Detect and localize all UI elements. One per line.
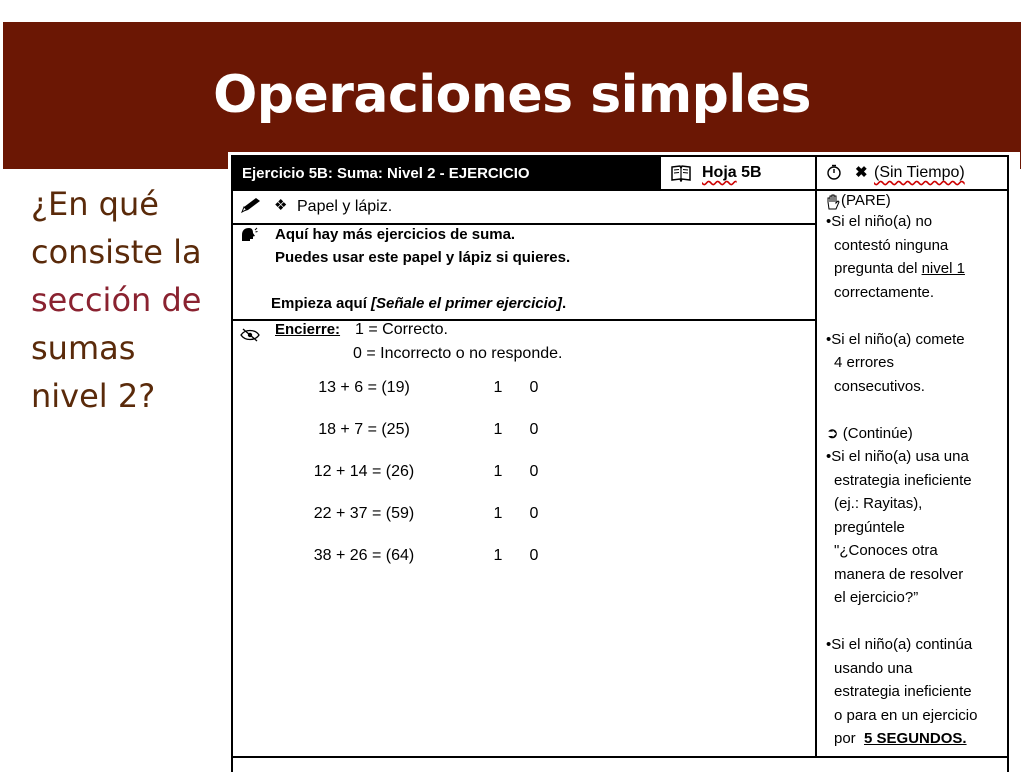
crossed-eye-icon xyxy=(240,328,260,342)
slide-question xyxy=(31,180,226,420)
pencil-icon xyxy=(240,196,262,214)
rule-text: •Si el niño(a) no xyxy=(826,213,933,230)
question-line: sección de xyxy=(31,281,202,319)
problem-equation: 13 + 6 = (19) xyxy=(318,379,410,396)
materials-text: Papel y lápiz. xyxy=(297,198,393,215)
rule-text: •Si el niño(a) usa una xyxy=(826,448,969,465)
rule-text: o para en un ejercicio xyxy=(834,706,978,724)
sheet-label: Hoja 5B xyxy=(702,164,762,181)
rule-text: •Si el niño(a) comete xyxy=(826,330,965,348)
score-incorrect-option[interactable]: 0 xyxy=(529,379,539,396)
instruction-line-2: Puedes usar este papel y lápiz si quieres. xyxy=(275,249,571,266)
rule-text: contestó ninguna xyxy=(834,236,949,254)
continue-arrow-icon: ➲ xyxy=(826,424,839,442)
score-incorrect-option[interactable]: 0 xyxy=(529,547,539,564)
problem-equation: 18 + 7 = (25) xyxy=(318,421,410,438)
problem-row xyxy=(288,461,552,483)
problem-row xyxy=(288,419,552,441)
materials-bullet-icon: ❖ xyxy=(274,197,288,214)
no-time-icon: ✖ xyxy=(855,164,868,181)
speaking-head-icon xyxy=(240,227,258,243)
score-correct-option[interactable]: 1 xyxy=(493,505,503,522)
rule-text: 4 errores xyxy=(834,354,895,371)
score-incorrect-option[interactable]: 0 xyxy=(529,421,539,438)
rule-text: pregunta del nivel 1 xyxy=(834,260,965,277)
instruction-line-1: Aquí hay más ejercicios de suma. xyxy=(275,226,516,243)
question-line: nivel 2? xyxy=(31,377,156,415)
instruction-start: Empieza aquí [Señale el primer ejercicio]. xyxy=(271,295,567,312)
stop-label: (PARE) xyxy=(841,192,891,209)
score-correct-option[interactable]: 1 xyxy=(493,379,503,396)
rule-text: correctamente. xyxy=(834,283,935,301)
rules-panel xyxy=(826,210,1016,774)
rule-text: consecutivos. xyxy=(834,377,925,395)
rule-text: (ej.: Rayitas), xyxy=(834,495,923,512)
scoring-incorrect: 0 = Incorrecto o no responde. xyxy=(353,345,563,362)
rule-text: por 5 SEGUNDOS. xyxy=(834,730,967,747)
stopwatch-icon xyxy=(826,164,842,180)
rule-text: el ejercicio?” xyxy=(834,589,919,606)
no-time-label: (Sin Tiempo) xyxy=(874,164,965,181)
exercise-sheet xyxy=(228,152,1020,772)
raised-hand-icon xyxy=(826,194,840,210)
problem-row xyxy=(288,377,552,399)
question-line: consiste la xyxy=(31,233,202,271)
score-incorrect-option[interactable]: 0 xyxy=(529,505,539,522)
table-border-left xyxy=(231,155,233,772)
rule-text: usando una xyxy=(834,659,913,677)
score-incorrect-option[interactable]: 0 xyxy=(529,463,539,480)
rule-text: "¿Conoces otra xyxy=(834,542,938,559)
question-line: sumas xyxy=(31,329,136,367)
table-divider-vertical xyxy=(815,155,817,758)
rule-text: pregúntele xyxy=(834,518,905,536)
question-line: ¿En qué xyxy=(31,185,159,223)
rule-text: estrategia ineficiente xyxy=(834,683,972,700)
rule-text: •Si el niño(a) continúa xyxy=(826,636,973,653)
problem-equation: 12 + 14 = (26) xyxy=(313,463,415,480)
problem-equation: 38 + 26 = (64) xyxy=(313,547,415,564)
exercise-header: Ejercicio 5B: Suma: Nivel 2 - EJERCICIO xyxy=(233,157,661,190)
problem-row xyxy=(288,503,552,525)
score-correct-option[interactable]: 1 xyxy=(493,421,503,438)
scoring-label: Encierre: xyxy=(275,321,341,338)
rule-text: estrategia ineficiente xyxy=(834,471,972,489)
rule-text: manera de resolver xyxy=(834,565,964,583)
slide-title: Operaciones simples xyxy=(213,65,811,125)
problem-equation: 22 + 37 = (59) xyxy=(313,505,415,522)
score-correct-option[interactable]: 1 xyxy=(493,547,503,564)
problem-row xyxy=(288,545,552,567)
book-icon xyxy=(671,164,691,182)
score-correct-option[interactable]: 1 xyxy=(493,463,503,480)
scoring-correct: 1 = Correcto. xyxy=(355,321,448,338)
continue-label: (Continúe) xyxy=(842,424,913,442)
